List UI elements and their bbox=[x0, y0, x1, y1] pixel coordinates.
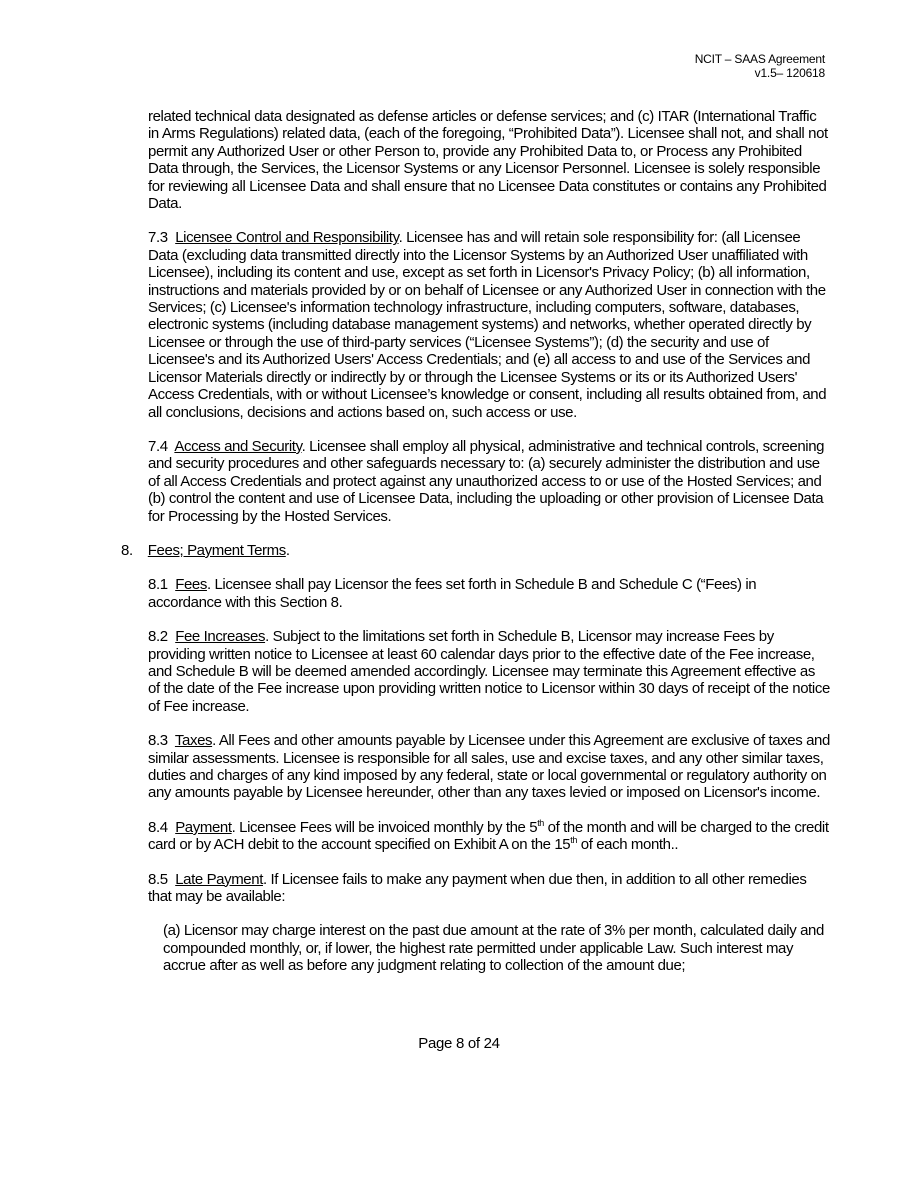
section-8-4 bbox=[148, 819, 830, 854]
section-body: . Subject to the limitations set forth in Schedule B, Licensor may increase Fees by providing written notice to Licensee at least 60 calendar days prior to the effective date of the Fee increase, and Schedule B will be deemed amended accordingly. Licensee may terminate this Agreement effective as of the date of the Fee increase upon providing written notice to Licensor within 30 days of receipt of the notice of Fee increase. bbox=[148, 628, 830, 715]
section-title: Fees; Payment Terms bbox=[147, 541, 286, 559]
section-8-heading bbox=[121, 542, 830, 559]
section-body: . Licensee shall employ all physical, administrative and technical controls, screening and security procedures and other safeguards necessary to: (a) securely administer the distribution and use of all Access Credentials and protect against any unauthorized access to or use of the Hosted Services; and (b) control the content and use of Licensee Data, including the uploading or other provision of Licensee Data for Processing by the Hosted Services. bbox=[148, 437, 825, 525]
paragraph-continued: related technical data designated as defense articles or defense services; and (c) ITAR (International Traffic in Arms Regulations) related data, (each of the foregoing, “Prohibited Data”). Licensee shall not, and shall not permit any Authorized User or other Person to, provide any Prohibited Data to, or Process any Prohibited Data through, the Services, the Licensor Systems or any Licensor Personnel. Licensee is solely responsible for reviewing all Licensee Data and shall ensure that no Licensee Data constitutes or contains any Prohibited Data. bbox=[148, 108, 828, 213]
section-title: Access and Security bbox=[174, 437, 302, 455]
header-title: NCIT – SAAS Agreement bbox=[694, 52, 825, 66]
section-body: . bbox=[285, 541, 290, 559]
section-body: . Licensee Fees will be invoiced monthly by the 5 bbox=[231, 818, 538, 836]
section-body: of each month.. bbox=[576, 836, 679, 854]
section-title: Licensee Control and Responsibility bbox=[175, 229, 399, 247]
section-7-3 bbox=[148, 229, 830, 420]
section-number: 8.1 bbox=[148, 576, 168, 594]
superscript: th bbox=[537, 817, 544, 828]
section-number: 8.2 bbox=[148, 628, 168, 646]
section-number: 7.4 bbox=[148, 437, 168, 455]
section-title: Payment bbox=[175, 818, 232, 836]
section-body: . Licensee shall pay Licensor the fees set forth in Schedule B and Schedule C (“Fees) in accordance with this Section 8. bbox=[148, 576, 757, 611]
section-8-1 bbox=[148, 576, 830, 611]
section-8-5-a: (a) Licensor may charge interest on the past due amount at the rate of 3% per month, calculated daily and compounded monthly, or, if lower, the highest rate permitted under applicable Law. Such interest may accrue after as well as before any judgment relating to collection of the amount due; bbox=[163, 922, 824, 975]
section-body: . All Fees and other amounts payable by Licensee under this Agreement are exclusive of taxes and similar assessments. Licensee is responsible for all sales, use and excise taxes, and any other similar taxes, duties and charges of any kind imposed by any federal, state or local governmental or regulatory authority on any amounts payable by Licensee hereunder, other than any taxes levied or imposed on Licensor's income. bbox=[148, 732, 830, 802]
section-title: Fee Increases bbox=[175, 628, 266, 646]
page-number: Page 8 of 24 bbox=[418, 1034, 500, 1052]
section-body: . If Licensee fails to make any payment when due then, in addition to all other remedies that may be available: bbox=[148, 870, 807, 906]
section-body: of the month and will be charged to the credit card or by ACH debit to the account specified on Exhibit A on the 15 bbox=[148, 818, 829, 854]
superscript: th bbox=[570, 835, 577, 846]
section-number: 7.3 bbox=[148, 229, 168, 247]
section-8-2 bbox=[148, 628, 830, 715]
section-7-4 bbox=[148, 438, 830, 525]
section-number: 8.3 bbox=[148, 732, 168, 750]
section-title: Taxes bbox=[174, 732, 213, 750]
section-number: 8.4 bbox=[148, 818, 168, 836]
section-title: Late Payment bbox=[175, 870, 263, 888]
section-body: . Licensee has and will retain sole responsibility for: (all Licensee Data (excluding data transmitted directly into the Licensor Systems by an Authorized User unaffiliated with Licensee), including its content and use, except as set forth in Licensor's Privacy Policy; (b) all information, instructions and materials provided by or on behalf of Licensee or any Authorized User in connection with the Services; (c) Licensee's information technology infrastructure, including computers, software, databases, electronic systems (including database management systems) and networks, whether operated directly by Licensee or through the use of third-party services (“Licensee Systems”); (d) the security and use of Licensee's and its Authorized Users' Access Credentials; and (e) all access to and use of the Services and Licensor Materials directly or indirectly by or through the Licensee Systems or its or its Authorized Users' Access Credentials, with or without Licensee’s knowledge or consent, including all results obtained from, and all conclusions, decisions and actions based on, such access or use. bbox=[148, 229, 827, 421]
section-number: 8.5 bbox=[148, 870, 168, 888]
section-title: Fees bbox=[175, 576, 207, 594]
header-version: v1.5– 120618 bbox=[754, 66, 825, 80]
section-8-number: 8. bbox=[121, 541, 133, 559]
section-8-5 bbox=[148, 871, 830, 906]
section-8-3 bbox=[148, 732, 830, 802]
